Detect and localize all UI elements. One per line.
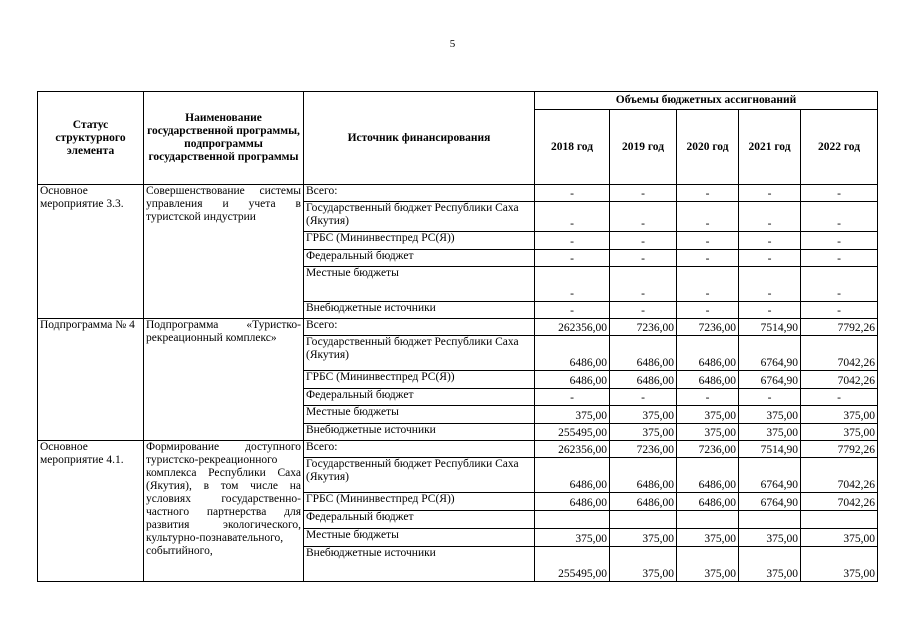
value-cell: - — [610, 389, 677, 406]
value-cell: 7792,26 — [801, 319, 878, 336]
header-year: 2019 год — [610, 110, 677, 185]
value-cell: 375,00 — [677, 424, 739, 441]
value-cell: - — [801, 185, 878, 202]
source-cell: Местные бюджеты — [304, 267, 535, 302]
value-cell — [677, 511, 739, 529]
value-cell: - — [677, 202, 739, 232]
value-cell: - — [677, 250, 739, 267]
value-cell: - — [801, 302, 878, 319]
source-cell: Федеральный бюджет — [304, 250, 535, 267]
value-cell: 375,00 — [801, 529, 878, 547]
source-cell: Государственный бюджет Республики Саха (Якутия) — [304, 458, 535, 493]
program-name-cell: Совершенствование системы управления и учета в туристской индустрии — [144, 185, 304, 319]
value-cell: - — [739, 185, 801, 202]
status-cell: Основное мероприятие 3.3. — [38, 185, 144, 319]
source-cell: ГРБС (Мининвестпред РС(Я)) — [304, 493, 535, 511]
value-cell — [801, 511, 878, 529]
source-cell: Федеральный бюджет — [304, 511, 535, 529]
value-cell: 7514,90 — [739, 441, 801, 458]
value-cell: - — [535, 250, 610, 267]
value-cell: - — [801, 202, 878, 232]
value-cell: 7042,26 — [801, 493, 878, 511]
value-cell: 255495,00 — [535, 424, 610, 441]
source-cell: Внебюджетные источники — [304, 424, 535, 441]
program-name-cell: Формирование доступного туристско-рекреационного комплекса Республики Саха (Якутия), в том числе на условиях государственно-частного партнерства для развития экологического, культурно-познавательного, событийного, — [144, 441, 304, 582]
value-cell: 7042,26 — [801, 371, 878, 389]
value-cell: - — [610, 185, 677, 202]
header-status: Статус структурного элемента — [38, 92, 144, 185]
value-cell: 6486,00 — [535, 458, 610, 493]
value-cell: 7042,26 — [801, 336, 878, 371]
value-cell: 375,00 — [677, 547, 739, 582]
header-year: 2021 год — [739, 110, 801, 185]
value-cell: 375,00 — [739, 547, 801, 582]
value-cell: 6486,00 — [535, 493, 610, 511]
value-cell: 375,00 — [739, 529, 801, 547]
value-cell: 6764,90 — [739, 458, 801, 493]
value-cell: 7236,00 — [677, 441, 739, 458]
header-year: 2022 год — [801, 110, 878, 185]
source-cell: Всего: — [304, 441, 535, 458]
value-cell: - — [677, 185, 739, 202]
value-cell: 375,00 — [610, 406, 677, 424]
table-row — [38, 441, 878, 458]
value-cell: 375,00 — [739, 406, 801, 424]
value-cell: - — [739, 250, 801, 267]
value-cell: - — [535, 302, 610, 319]
value-cell: - — [739, 232, 801, 250]
value-cell: 6764,90 — [739, 371, 801, 389]
value-cell: 6486,00 — [535, 336, 610, 371]
value-cell: 375,00 — [677, 529, 739, 547]
value-cell: - — [801, 232, 878, 250]
value-cell: - — [610, 302, 677, 319]
value-cell: - — [610, 232, 677, 250]
value-cell: - — [610, 202, 677, 232]
source-cell: Местные бюджеты — [304, 529, 535, 547]
budget-table — [37, 91, 878, 582]
value-cell: 6486,00 — [677, 336, 739, 371]
value-cell: 375,00 — [610, 529, 677, 547]
value-cell: 7514,90 — [739, 319, 801, 336]
value-cell: 7236,00 — [610, 441, 677, 458]
value-cell: 6486,00 — [610, 371, 677, 389]
source-cell: Всего: — [304, 319, 535, 336]
source-cell: ГРБС (Мининвестпред РС(Я)) — [304, 371, 535, 389]
value-cell: 375,00 — [610, 547, 677, 582]
source-cell: Государственный бюджет Республики Саха (Якутия) — [304, 336, 535, 371]
value-cell: - — [739, 302, 801, 319]
value-cell: - — [535, 185, 610, 202]
value-cell: - — [535, 232, 610, 250]
value-cell — [535, 511, 610, 529]
value-cell: 7236,00 — [610, 319, 677, 336]
value-cell: 6764,90 — [739, 493, 801, 511]
value-cell: - — [535, 267, 610, 302]
value-cell: - — [739, 389, 801, 406]
table-row — [38, 319, 878, 336]
value-cell: - — [610, 250, 677, 267]
value-cell: - — [535, 202, 610, 232]
value-cell: - — [801, 250, 878, 267]
header-budget: Объемы бюджетных ассигнований — [535, 92, 878, 110]
value-cell: - — [677, 389, 739, 406]
source-cell: ГРБС (Мининвестпред РС(Я)) — [304, 232, 535, 250]
value-cell: 375,00 — [801, 547, 878, 582]
value-cell: 6486,00 — [610, 336, 677, 371]
value-cell: 375,00 — [677, 406, 739, 424]
header-name: Наименование государственной программы, подпрограммы государственной программы — [144, 92, 304, 185]
value-cell: 375,00 — [739, 424, 801, 441]
value-cell: - — [535, 389, 610, 406]
table-row — [38, 185, 878, 202]
value-cell: 6486,00 — [677, 493, 739, 511]
value-cell: - — [677, 267, 739, 302]
value-cell: - — [739, 267, 801, 302]
value-cell: 6486,00 — [677, 371, 739, 389]
header-year: 2020 год — [677, 110, 739, 185]
value-cell: 6486,00 — [610, 458, 677, 493]
program-name-cell: Подпрограмма «Туристко-рекреационный комплекс» — [144, 319, 304, 441]
source-cell: Федеральный бюджет — [304, 389, 535, 406]
source-cell: Внебюджетные источники — [304, 302, 535, 319]
value-cell — [739, 511, 801, 529]
value-cell: - — [801, 389, 878, 406]
value-cell: 6486,00 — [535, 371, 610, 389]
source-cell: Государственный бюджет Республики Саха (Якутия) — [304, 202, 535, 232]
value-cell: 375,00 — [801, 406, 878, 424]
value-cell — [610, 511, 677, 529]
value-cell: 375,00 — [610, 424, 677, 441]
value-cell: 255495,00 — [535, 547, 610, 582]
value-cell: - — [677, 302, 739, 319]
value-cell: - — [739, 202, 801, 232]
header-year: 2018 год — [535, 110, 610, 185]
source-cell: Внебюджетные источники — [304, 547, 535, 582]
source-cell: Местные бюджеты — [304, 406, 535, 424]
value-cell: 375,00 — [535, 529, 610, 547]
value-cell: 6764,90 — [739, 336, 801, 371]
header-source: Источник финансирования — [304, 92, 535, 185]
status-cell: Основное мероприятие 4.1. — [38, 441, 144, 582]
value-cell: - — [610, 267, 677, 302]
value-cell: - — [801, 267, 878, 302]
value-cell: 375,00 — [535, 406, 610, 424]
value-cell: 7792,26 — [801, 441, 878, 458]
value-cell: 7042,26 — [801, 458, 878, 493]
value-cell: 262356,00 — [535, 319, 610, 336]
value-cell: 6486,00 — [610, 493, 677, 511]
value-cell: - — [677, 232, 739, 250]
page-number: 5 — [449, 38, 456, 50]
status-cell: Подпрограмма № 4 — [38, 319, 144, 441]
value-cell: 6486,00 — [677, 458, 739, 493]
value-cell: 262356,00 — [535, 441, 610, 458]
value-cell: 7236,00 — [677, 319, 739, 336]
value-cell: 375,00 — [801, 424, 878, 441]
source-cell: Всего: — [304, 185, 535, 202]
